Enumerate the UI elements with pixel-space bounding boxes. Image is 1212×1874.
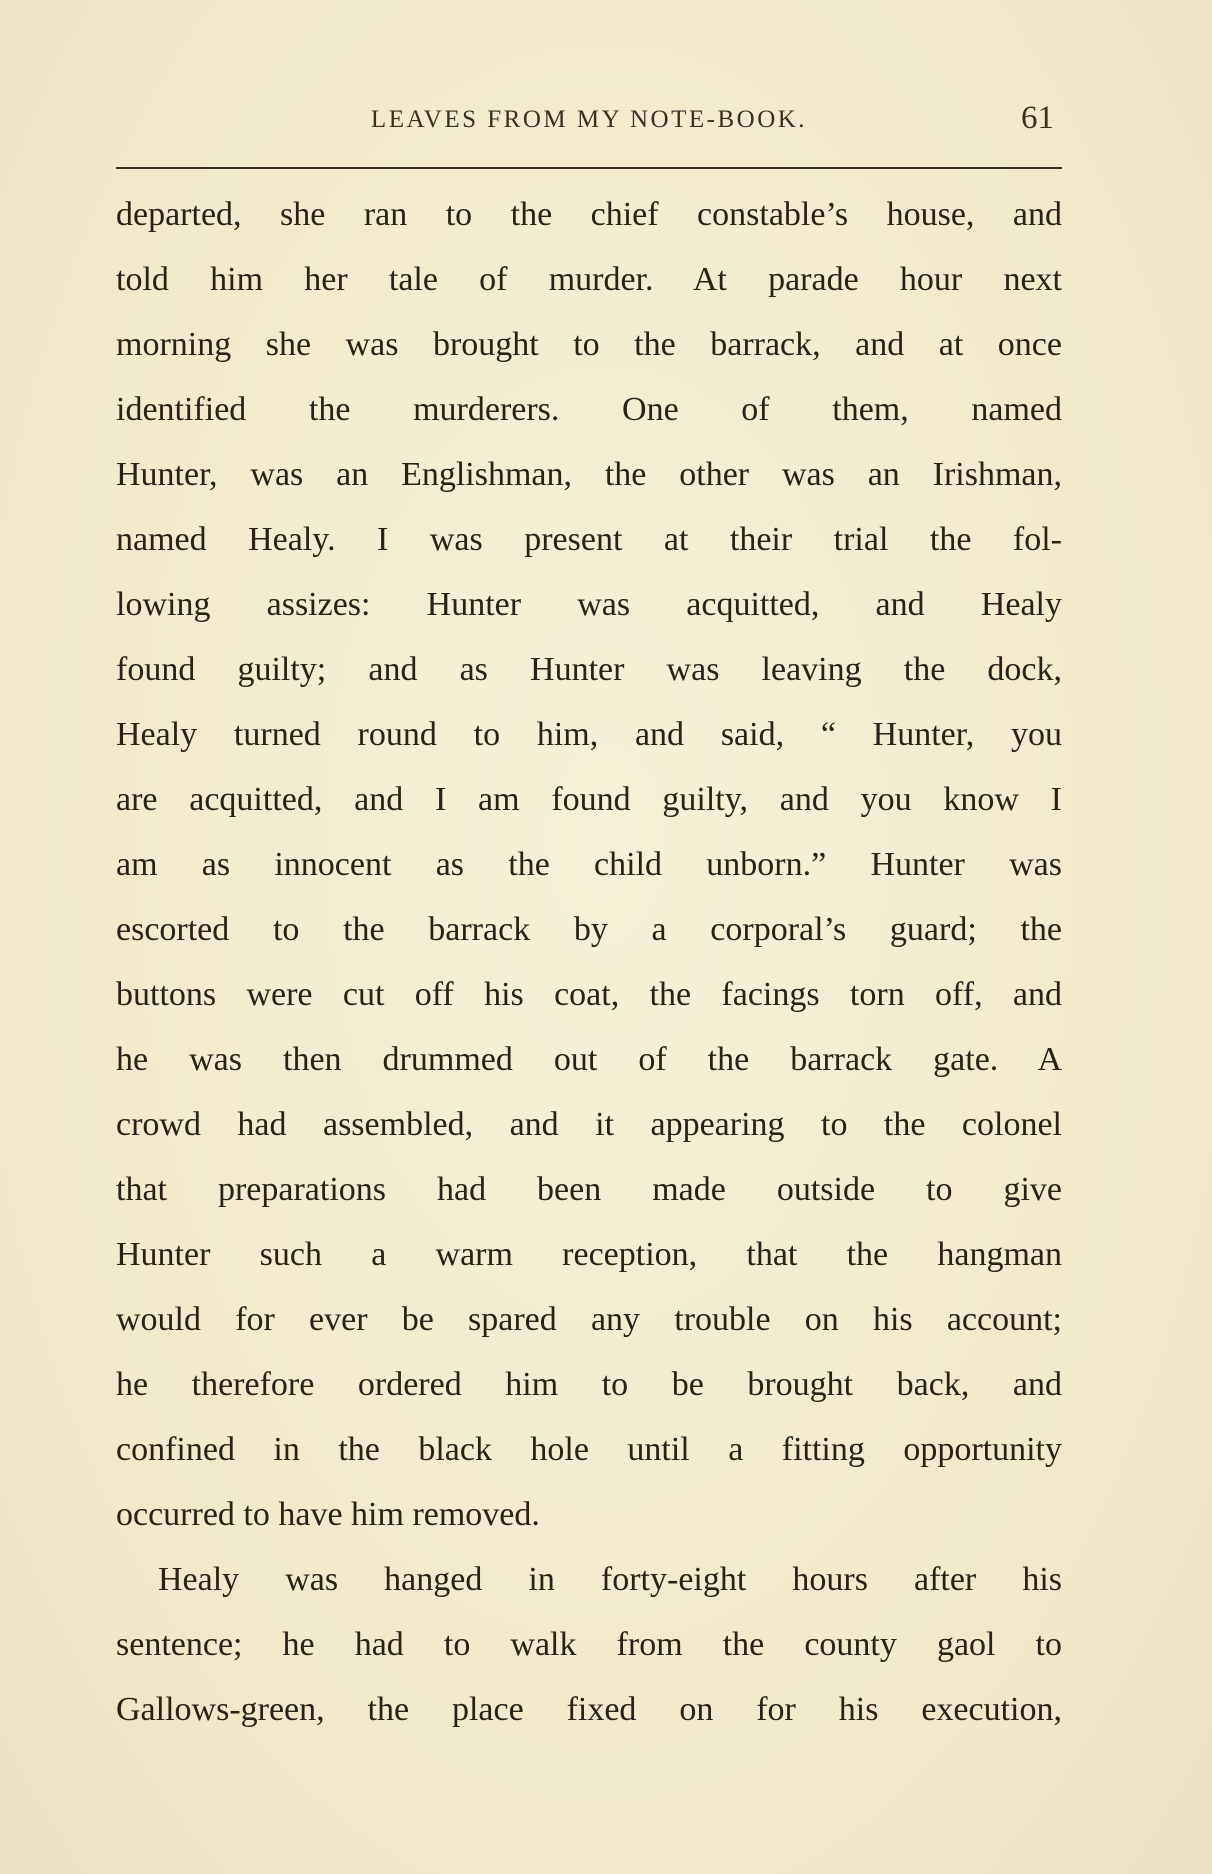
header-rule <box>116 167 1062 169</box>
text-line: are acquitted, and I am found guilty, and you know I <box>116 781 1062 818</box>
text-line: that preparations had been made outside to give <box>116 1171 1062 1208</box>
text-line: escorted to the barrack by a corporal’s guard; the <box>116 911 1062 948</box>
text-line: sentence; he had to walk from the county gaol to <box>116 1626 1062 1663</box>
text-line: named Healy. I was present at their trial the fol- <box>116 521 1062 558</box>
text-line: Gallows-green, the place fixed on for his execution, <box>116 1691 1062 1728</box>
text-line: departed, she ran to the chief constable’s house, and <box>116 196 1062 233</box>
page-number: 61 <box>1021 100 1054 136</box>
text-line: confined in the black hole until a fitting opportunity <box>116 1431 1062 1468</box>
text-line: Hunter such a warm reception, that the hangman <box>116 1236 1062 1273</box>
text-line: he therefore ordered him to be brought back, and <box>116 1366 1062 1403</box>
text-line: Healy turned round to him, and said, “ Hunter, you <box>116 716 1062 753</box>
text-line: found guilty; and as Hunter was leaving the dock, <box>116 651 1062 688</box>
running-head <box>116 100 1062 140</box>
text-line: Hunter, was an Englishman, the other was an Irishman, <box>116 456 1062 493</box>
text-line: told him her tale of murder. At parade hour next <box>116 261 1062 298</box>
body-text <box>116 189 1062 1749</box>
text-line-paragraph-end: occurred to have him removed. <box>116 1496 540 1533</box>
text-line: he was then drummed out of the barrack gate. A <box>116 1041 1062 1078</box>
text-line: buttons were cut off his coat, the facings torn off, and <box>116 976 1062 1013</box>
text-line: am as innocent as the child unborn.” Hunter was <box>116 846 1062 883</box>
text-line: lowing assizes: Hunter was acquitted, and Healy <box>116 586 1062 623</box>
running-head-title: LEAVES FROM MY NOTE-BOOK. <box>370 106 808 133</box>
text-line: morning she was brought to the barrack, and at once <box>116 326 1062 363</box>
text-line-paragraph-start: Healy was hanged in forty-eight hours after his <box>158 1561 1062 1598</box>
text-line: identified the murderers. One of them, named <box>116 391 1062 428</box>
text-line: would for ever be spared any trouble on his account; <box>116 1301 1062 1338</box>
text-line: crowd had assembled, and it appearing to the colonel <box>116 1106 1062 1143</box>
